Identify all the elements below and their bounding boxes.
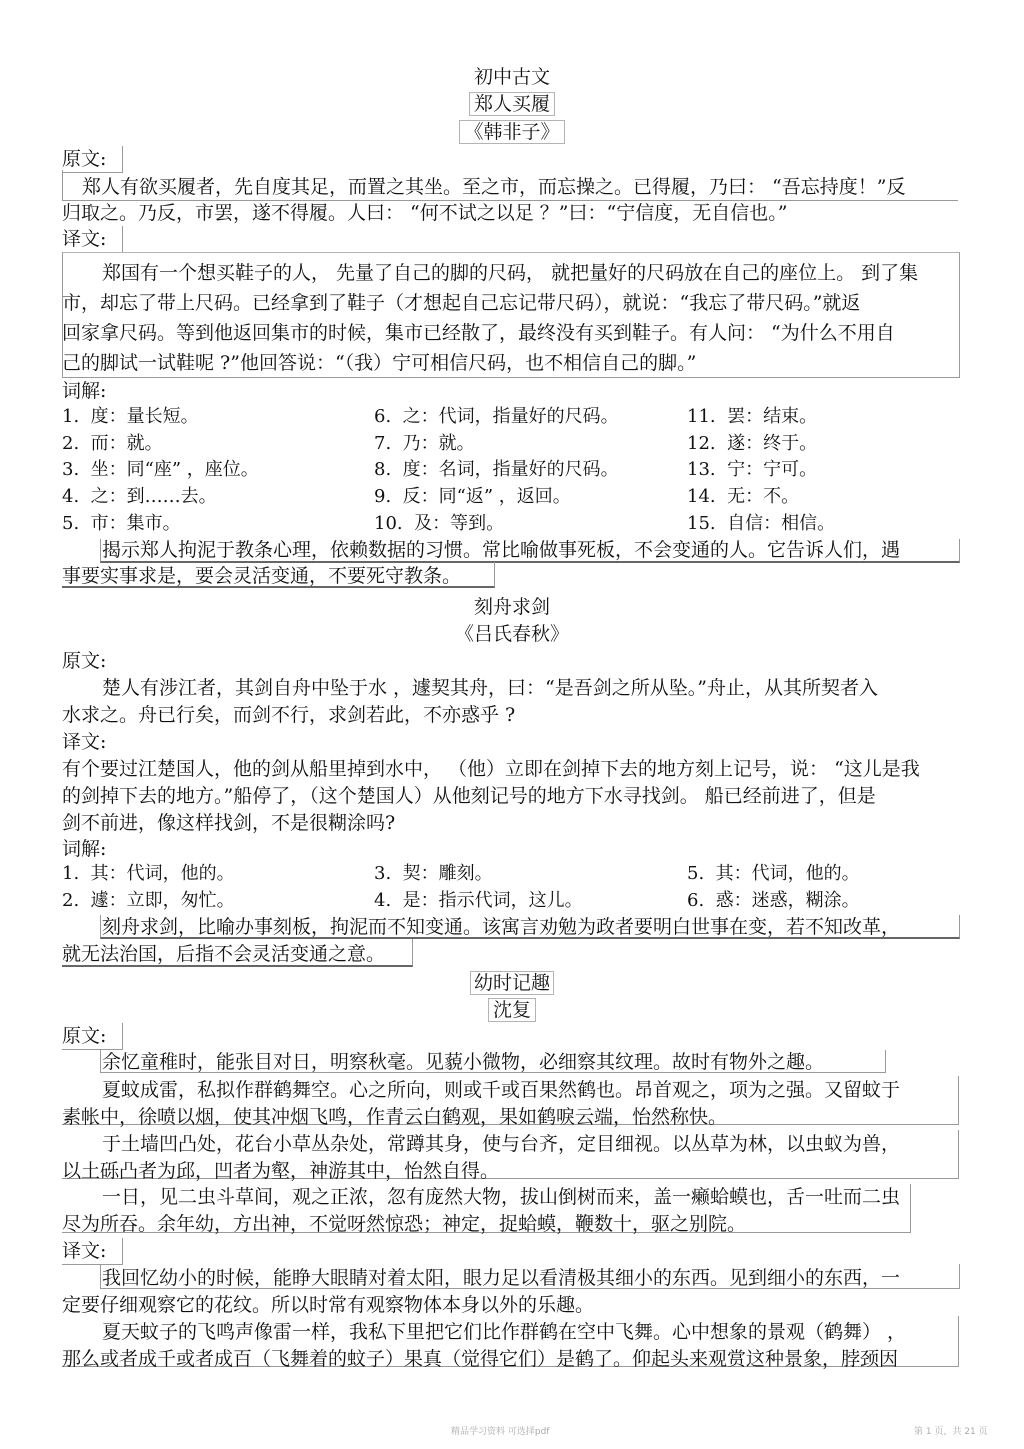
story2-original-line-2: 水求之。舟已行矣，而剑不行，求剑若此，不亦惑乎 ? — [62, 704, 516, 726]
vocab-item: 7. 乃：就。 — [374, 433, 475, 454]
vocab-item: 10. 及：等到。 — [374, 513, 505, 534]
story1-source: 《韩非子》 — [0, 119, 1024, 145]
footer-watermark: 精品学习资料 可选择pdf — [451, 1427, 550, 1437]
vocab-item: 4. 是：指示代词，这儿。 — [374, 890, 583, 911]
story2-title: 刻舟求剑 — [473, 596, 550, 618]
story1-original-label: 原文: — [62, 146, 123, 173]
vocab-item: 5. 其：代词，他的。 — [687, 863, 860, 884]
vocab-item: 9. 反：同“返” ，返回。 — [374, 486, 571, 507]
story3-translation-label: 译文: — [62, 1238, 123, 1265]
story1-translation-label: 译文: — [62, 226, 123, 253]
story2-translation-line-1: 有个要过江楚国人，他的剑从船里掉到水中， （他）立即在剑掉下去的地方刻上记号，说： “这儿是我 — [62, 758, 920, 780]
story3-original-line-6: 一日，见二虫斗草间，观之正浓，忽有庞然大物，拔山倒树而来，盖一癞蛤蟆也，舌一吐而二虫 — [102, 1186, 901, 1208]
vocab-item: 1. 其：代词，他的。 — [62, 863, 235, 884]
story2-translation-line-3: 剑不前进，像这样找剑，不是很糊涂吗? — [62, 812, 396, 834]
vocab-item: 6. 惑：迷惑，糊涂。 — [687, 890, 860, 911]
vocab-item: 8. 度：名词，指量好的尺码。 — [374, 459, 619, 480]
vocab-item: 14. 无：不。 — [687, 486, 800, 507]
story1-translation-line-1: 郑国有一个想买鞋子的人， 先量了自己的脚的尺码， 就把量好的尺码放在自己的座位上。 到了集 — [102, 262, 919, 284]
story2-translation-line-2: 的剑掉下去的地方。”船停了，（这个楚国人）从他刻记号的地方下水寻找剑。 船已经前进了，但是 — [62, 785, 876, 807]
story1-translation-line-4: 己的脚试一试鞋呢 ?”他回答说：“（我）宁可相信尺码，也不相信自己的脚。” — [62, 352, 697, 374]
story2-original-line-1: 楚人有涉江者，其剑自舟中坠于水 ，遽契其舟，曰：“是吾剑之所从坠。”舟止，从其所契者入 — [102, 677, 878, 699]
story3-title: 幼时记趣 — [0, 970, 1024, 996]
story1-translation-line-2: 市，却忘了带上尺码。已经拿到了鞋子（才想起自己忘记带尺码），就说：“我忘了带尺码。”就返 — [62, 292, 861, 314]
story2-moral-line-2: 就无法治国，后指不会灵活变通之意。 — [62, 943, 386, 965]
story2-moral-line-1: 刻舟求剑，比喻办事刻板，拘泥而不知变通。该寓言劝勉为政者要明白世事在变，若不知改革， — [102, 916, 901, 938]
story3-translation-line-4: 那么或者成千或者成百（飞舞着的蚊子）果真（觉得它们）是鹤了。仰起头来观赏这种景象，脖颈因 — [62, 1348, 899, 1370]
vocab-item: 2. 而：就。 — [62, 433, 163, 454]
story3-translation-line-2: 定要仔细观察它的花纹。所以时常有观察物体本身以外的乐趣。 — [62, 1294, 595, 1316]
story3-original-line-7: 尽为所吞。余年幼，方出神，不觉呀然惊恐；神定，捉蛤蟆，鞭数十，驱之别院。 — [62, 1213, 747, 1235]
story1-original-line-1: 郑人有欲买履者，先自度其足，而置之其坐。至之市，而忘操之。已得履，乃曰： “吾忘持度！”反 — [82, 176, 906, 198]
vocab-item: 1. 度：量长短。 — [62, 406, 199, 427]
vocab-item: 12. 遂：终于。 — [687, 433, 818, 454]
story1-original-line-2: 归取之。乃反，市罢，遂不得履。人曰： “何不试之以足 ？”曰：“宁信度，无自信也。” — [62, 202, 788, 224]
story1-moral-line-2: 事要实事求是，要会灵活变通，不要死守教条。 — [62, 565, 462, 587]
story1-vocab-label: 词解: — [62, 380, 107, 402]
vocab-item: 13. 宁：宁可。 — [687, 459, 818, 480]
vocab-item: 11. 罢：结束。 — [687, 406, 818, 427]
story3-original-line-1: 余忆童稚时，能张目对日，明察秋毫。见藐小微物，必细察其纹理。故时有物外之趣。 — [102, 1051, 825, 1073]
vocab-item: 15. 自信：相信。 — [687, 513, 836, 534]
vocab-item: 6. 之：代词，指量好的尺码。 — [374, 406, 619, 427]
page-title: 初中古文 — [473, 66, 550, 88]
story3-original-line-3: 素帐中，徐喷以烟，使其冲烟飞鸣，作青云白鹤观，果如鹤唳云端，怡然称快。 — [62, 1106, 728, 1128]
vocab-item: 3. 契：雕刻。 — [374, 863, 493, 884]
story2-source: 《吕氏春秋》 — [454, 623, 569, 645]
story1-title: 郑人买履 — [0, 91, 1024, 117]
vocab-item: 2. 遽：立即，匆忙。 — [62, 890, 235, 911]
story2-vocab-label: 词解: — [62, 838, 107, 860]
story2-translation-label: 译文: — [62, 731, 107, 753]
story1-translation-line-3: 回家拿尺码。等到他返回集市的时候，集市已经散了，最终没有买到鞋子。有人问： “为什么不用自 — [62, 322, 895, 344]
story2-original-label: 原文: — [62, 650, 107, 672]
vocab-item: 4. 之：到……去。 — [62, 486, 217, 507]
story3-original-line-2: 夏蚊成雷，私拟作群鹤舞空。心之所向，则或千或百果然鹤也。昂首观之，项为之强。又留蚊于 — [102, 1079, 901, 1101]
story3-author: 沈复 — [0, 997, 1024, 1023]
vocab-item: 3. 坐：同“座” ，座位。 — [62, 459, 259, 480]
story3-translation-line-1: 我回忆幼小的时候，能睁大眼睛对着太阳，眼力足以看清极其细小的东西。见到细小的东西，一 — [102, 1267, 901, 1289]
page-number: 第 1 页，共 21 页 — [914, 1427, 988, 1437]
story3-original-line-5: 以土砾凸者为邱，凹者为壑，神游其中，怡然自得。 — [62, 1160, 500, 1182]
story1-moral-line-1: 揭示郑人拘泥于教条心理，依赖数据的习惯。常比喻做事死板，不会变通的人。它告诉人们，遇 — [102, 539, 901, 561]
vocab-item: 5. 市：集市。 — [62, 513, 181, 534]
story3-original-label: 原文: — [62, 1023, 123, 1050]
story3-original-line-4: 于土墙凹凸处，花台小草丛杂处，常蹲其身，使与台齐，定目细视。以丛草为林，以虫蚁为兽， — [102, 1133, 901, 1155]
story3-translation-line-3: 夏天蚊子的飞鸣声像雷一样，我私下里把它们比作群鹤在空中飞舞。心中想象的景观（鹤舞） ， — [102, 1321, 907, 1343]
